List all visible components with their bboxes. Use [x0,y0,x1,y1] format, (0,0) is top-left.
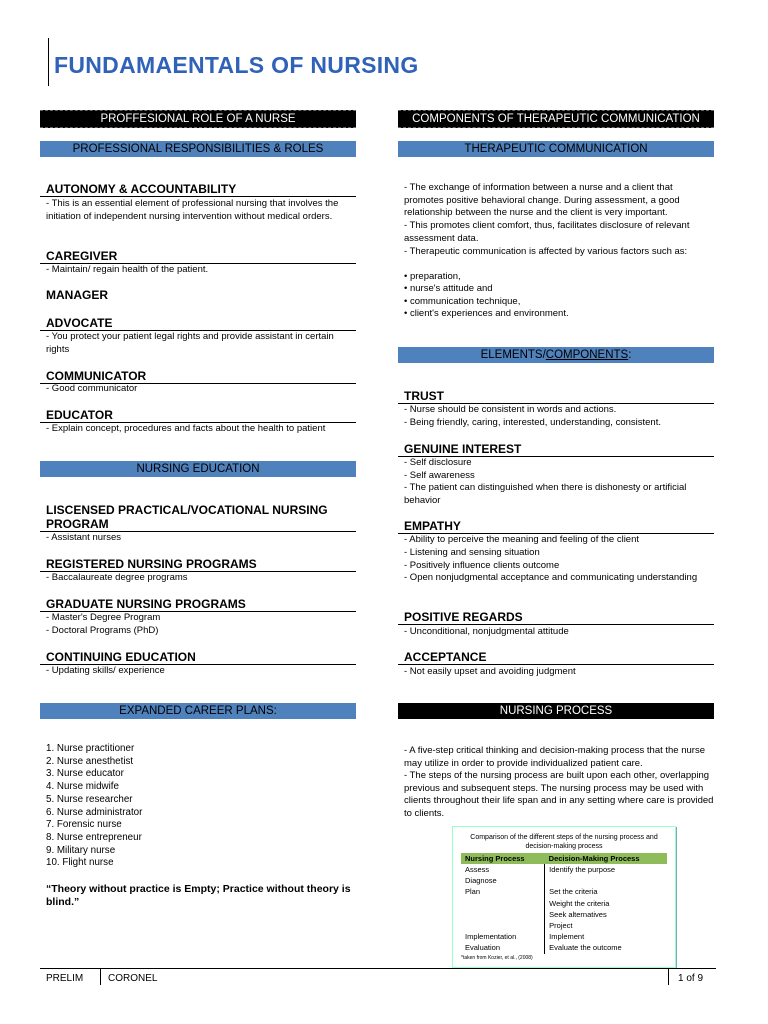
heading-rn: REGISTERED NURSING PROGRAMS [40,557,356,572]
list-item: 4. Nurse midwife [46,781,119,793]
section-bar-nursing-education: NURSING EDUCATION [40,461,356,477]
figure-source-note: *taken from Kozier, et al., (2008) [461,954,533,961]
list-item: 1. Nurse practitioner [46,743,135,754]
text-caregiver: - Maintain/ regain health of the patient. [46,264,209,275]
heading-positive-regards: POSITIVE REGARDS [398,610,714,625]
section-bar-career-plans: EXPANDED CAREER PLANS: [40,703,356,719]
list-item: 7. Forensic nurse [46,819,122,831]
text-graduate-doctoral: - Doctoral Programs (PhD) [46,625,159,636]
factor-list [398,271,569,320]
table-cell: Identify the purpose [549,865,616,874]
list-item: • communication technique, [404,295,521,307]
text-graduate-masters: - Master's Degree Program [46,612,161,623]
text-genuine-1: - Self disclosure [404,457,472,468]
text-process-2: - The steps of the nursing process are built upon each other, overlapping previous and subsequent steps. The nursing process may be used with clients throughout their life span and in any setting where care is provided to clients. [404,770,714,819]
list-item: 10. Flight nurse [46,857,114,869]
heading-acceptance: ACCEPTANCE [398,650,714,665]
table-cell: Evaluation [461,942,545,953]
table-header: Decision-Making Process [545,853,667,864]
table-row [461,898,667,909]
list-item: 5. Nurse researcher [46,793,133,805]
table-row [461,875,667,886]
section-bar-responsibilities: PROFESSIONAL RESPONSIBILITIES & ROLES [40,141,356,157]
quote: “Theory without practice is Empty; Practice without theory is blind.” [46,883,351,908]
list-item: 8. Nurse entrepreneur [46,831,142,843]
list-item: 6. Nurse administrator [46,806,143,818]
text-empathy-1: - Ability to perceive the meaning and feeling of the client [404,534,640,545]
text-therapeutic-2: - This promotes client comfort, thus, facilitates disclosure of relevant assessment data. [404,220,690,244]
list-item: 3. Nurse educator [46,768,124,780]
text-therapeutic-3: - Therapeutic communication is affected by various factors such as: [404,246,688,257]
title-rule [48,38,49,86]
table-cell: Assess [461,864,545,875]
list-item: • preparation, [404,271,461,282]
section-bar-components: COMPONENTS OF THERAPEUTIC COMMUNICATION [398,110,714,128]
text-autonomy: - This is an essential element of professional nursing that involves the initiation of independent nursing intervention without medical orders. [46,198,339,222]
table-cell: Plan [461,886,545,897]
heading-communicator: COMMUNICATOR [40,369,356,384]
table-cell: Implementation [461,931,545,942]
text-rn: - Baccalaureate degree programs [46,572,188,583]
text-empathy-2: - Listening and sensing situation [404,547,540,558]
list-item: 2. Nurse anesthetist [46,755,134,767]
text-communicator: - Good communicator [46,383,138,394]
text-acceptance: - Not easily upset and avoiding judgment [404,666,576,677]
section-bar-professional-role: PROFFESIONAL ROLE OF A NURSE [40,110,356,128]
table-row [461,886,667,897]
text-positive-regards: - Unconditional, nonjudgmental attitude [404,626,569,637]
table-cell: Evaluate the outcome [549,943,622,953]
table-cell [461,909,545,920]
page-footer [40,968,716,987]
career-list [40,743,142,870]
text-genuine-2: - Self awareness [404,470,475,481]
heading-educator: EDUCATOR [40,408,356,423]
text-lpn: - Assistant nurses [46,532,121,543]
text-educator: - Explain concept, procedures and facts about the health to patient [46,423,326,434]
text-empathy-3: - Positively influence clients outcome [404,560,560,571]
page-title: FUNDAMAENTALS OF NURSING [54,52,419,78]
text-therapeutic-1: - The exchange of information between a nurse and a client that promotes positive behavioral change. During assessment, a good relationship between the nurse and the client is very important. [404,182,680,219]
list-item: 9. Military nurse [46,844,116,856]
heading-autonomy: AUTONOMY & ACCOUNTABILITY [40,182,356,197]
elements-colon: : [628,349,632,361]
table-cell: Set the criteria [549,887,598,897]
text-trust-2: - Being friendly, caring, interested, understanding, consistent. [404,417,661,428]
heading-caregiver: CAREGIVER [40,249,356,264]
text-continuing: - Updating skills/ experience [46,665,165,676]
components-label: COMPONENTS [545,349,629,361]
text-genuine-3: - The patient can distinguished when there is dishonesty or artificial behavior [404,482,687,506]
comparison-table [461,853,667,954]
text-empathy-4: - Open nonjudgmental acceptance and communicating understanding [404,572,698,583]
table-cell: Project [549,921,573,931]
heading-manager: MANAGER [46,288,108,302]
table-row [461,942,667,953]
heading-trust: TRUST [398,389,714,404]
footer-author: CORONEL [108,973,158,984]
heading-lpn: LISCENSED PRACTICAL/VOCATIONAL NURSING PROGRAM [40,503,356,532]
text-trust-1: - Nurse should be consistent in words and actions. [404,404,617,415]
table-cell [545,875,667,886]
heading-genuine-interest: GENUINE INTEREST [398,442,714,457]
page-number: 1 of 9 [678,973,704,984]
footer-divider [668,969,669,985]
table-cell: Diagnose [461,875,545,886]
list-item: • client's experiences and environment. [404,307,569,319]
section-bar-elements [398,347,714,363]
comparison-figure [452,826,676,968]
table-cell: Implement [549,932,585,942]
section-bar-nursing-process: NURSING PROCESS [398,703,714,719]
list-item: • nurse's attitude and [404,283,493,295]
heading-continuing: CONTINUING EDUCATION [40,650,356,665]
footer-divider [100,969,101,985]
text-advocate: - You protect your patient legal rights and provide assistant in certain rights [46,331,334,355]
section-bar-therapeutic: THERAPEUTIC COMMUNICATION [398,141,714,157]
table-cell: Weight the criteria [549,898,610,908]
text-process-1: - A five-step critical thinking and decision-making process that the nurse may utilize in order to provide individualized patient care. [404,745,705,769]
table-header: Nursing Process [461,853,545,864]
table-row [461,931,667,942]
table-row [461,864,667,875]
table-cell [461,920,545,931]
table-row [461,909,667,920]
elements-label: ELEMENTS/ [480,349,546,361]
heading-advocate: ADVOCATE [40,316,356,331]
table-cell [461,898,545,909]
heading-graduate: GRADUATE NURSING PROGRAMS [40,597,356,612]
table-cell: Seek alternatives [549,909,607,919]
figure-caption: Comparison of the different steps of the nursing process and decision-making process [470,834,658,850]
heading-empathy: EMPATHY [398,519,714,534]
footer-term: PRELIM [46,973,84,984]
table-row [461,920,667,931]
